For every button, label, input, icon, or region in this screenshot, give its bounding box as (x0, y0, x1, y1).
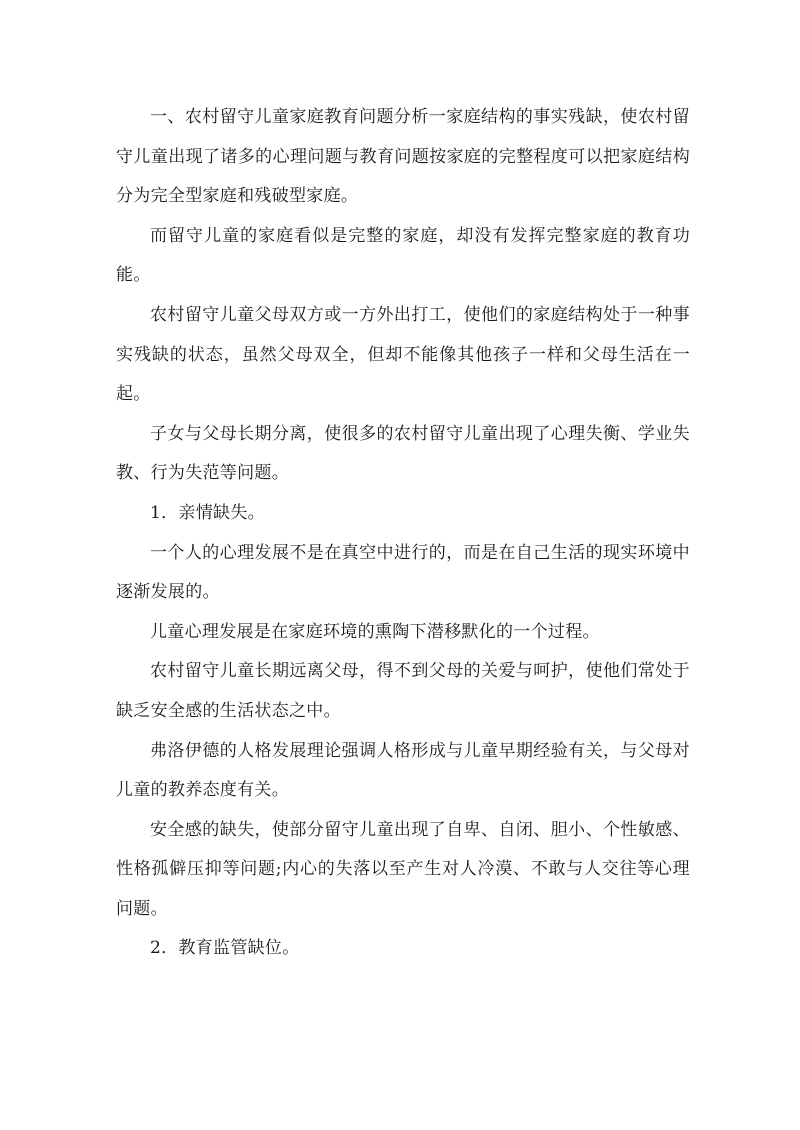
document-body (116, 98, 690, 969)
paragraph-parents-working: 农村留守儿童父母双方或一方外出打工，使他们的家庭结构处于一种事实残缺的状态，虽然父母双全，但却不能像其他孩子一样和父母生活在一起。 (116, 304, 690, 405)
paragraph-left-behind-family: 而留守儿童的家庭看似是完整的家庭，却没有发挥完整家庭的教育功能。 (116, 225, 690, 286)
paragraph-freud-theory: 弗洛伊德的人格发展理论强调人格形成与儿童早期经验有关，与父母对儿童的教养态度有关。 (116, 740, 690, 801)
paragraph-security-loss-effects: 安全感的缺失，使部分留守儿童出现了自卑、自闭、胆小、个性敏感、性格孤僻压抑等问题;内心的失落以至产生对人冷漠、不敢与人交往等心理问题。 (116, 819, 690, 919)
paragraph-family-structure: 一、农村留守儿童家庭教育问题分析一家庭结构的事实残缺，使农村留守儿童出现了诸多的心理问题与教育问题按家庭的完整程度可以把家庭结构分为完全型家庭和残破型家庭。 (116, 107, 690, 207)
paragraph-psychological-development: 一个人的心理发展不是在真空中进行的，而是在自己生活的现实环境中逐渐发展的。 (116, 542, 690, 603)
paragraph-separation-problems: 子女与父母长期分离，使很多的农村留守儿童出现了心理失衡、学业失教、行为失范等问题。 (116, 423, 690, 484)
paragraph-lack-of-security: 农村留守儿童长期远离父母，得不到父母的关爱与呵护，使他们常处于缺乏安全感的生活状态之中。 (116, 661, 690, 721)
section-heading-supervision-gap: 2．教育监管缺位。 (150, 938, 300, 959)
paragraph-family-influence: 儿童心理发展是在家庭环境的熏陶下潜移默化的一个过程。 (150, 621, 600, 642)
section-heading-affection-loss: 1．亲情缺失。 (150, 502, 265, 523)
